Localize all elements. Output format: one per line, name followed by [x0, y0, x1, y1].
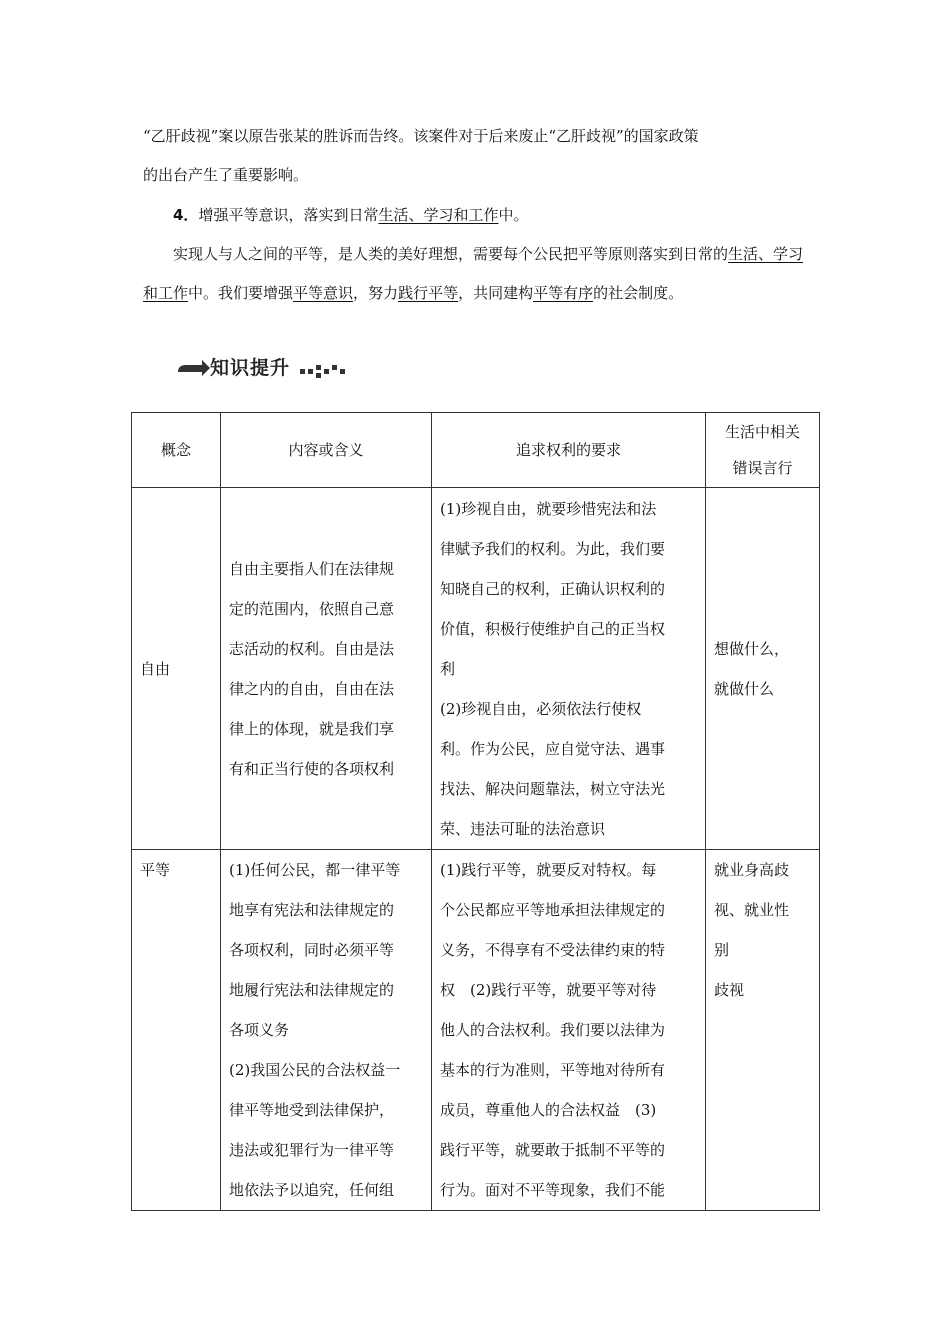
knowledge-table — [131, 412, 820, 1211]
point-number: 4． — [173, 206, 199, 224]
cell-concept: 自由 — [132, 488, 221, 850]
para-underline: 平等有序 — [533, 284, 594, 302]
point-text: 增强平等意识，落实到日常 — [198, 206, 379, 224]
para-text: ，努力 — [353, 284, 399, 302]
para-text: 中。我们要增强 — [188, 284, 294, 302]
cell-errors: 就业身高歧 视、就业性 别 歧视 — [706, 850, 820, 1211]
cell-content: (1)任何公民，都一律平等 地享有宪法和法律规定的 各项权利，同时必须平等 地履行宪法和法律规定的 各项义务 (2)我国公民的合法权益一 律平等地受到法律保护， 违法或犯罪行为一律平等 地依法予以追究，任何组 — [221, 850, 432, 1211]
para-underline: 生活、学习和工作 — [143, 245, 804, 302]
equality-paragraph — [143, 235, 808, 313]
cell-errors: 想做什么， 就做什么 — [706, 488, 820, 850]
header-requirements: 追求权利的要求 — [432, 413, 706, 488]
banner-title: 知识提升 — [210, 357, 291, 379]
para-text: 实现人与人之间的平等，是人类的美好理想，需要每个公民把平等原则落实到日常的 — [173, 245, 729, 263]
intro-paragraph — [143, 117, 808, 195]
cell-requirements: (1)珍视自由，就要珍惜宪法和法 律赋予我们的权利。为此，我们要 知晓自己的权利，正确认识权利的 价值，积极行使维护自己的正当权 利 (2)珍视自由，必须依法行使权 利。作为公民，应自觉守法、遇事 找法、解决问题靠法，树立守法光 荣、违法可耻的法治意识 — [432, 488, 706, 850]
para-text: 的社会制度。 — [593, 284, 684, 302]
knowledge-banner — [176, 352, 356, 382]
table-row — [132, 488, 820, 850]
intro-line-2: 的出台产生了重要影响。 — [143, 166, 309, 184]
header-errors: 生活中相关 错误言行 — [706, 413, 820, 488]
intro-line-1: “乙肝歧视”案以原告张某的胜诉而告终。该案件对于后来废止“乙肝歧视”的国家政策 — [143, 127, 699, 145]
para-text: ，共同建构 — [458, 284, 534, 302]
para-underline: 平等意识 — [293, 284, 354, 302]
header-concept: 概念 — [132, 413, 221, 488]
para-underline: 践行平等 — [398, 284, 459, 302]
cell-concept: 平等 — [132, 850, 221, 1211]
point-underlined: 生活、学习和工作 — [378, 206, 499, 224]
cell-content: 自由主要指人们在法律规 定的范围内，依照自己意 志活动的权利。自由是法 律之内的自由，自由在法 律上的体现，就是我们享 有和正当行使的各项权利 — [221, 488, 432, 850]
table-header-row — [132, 413, 820, 488]
cell-requirements: (1)践行平等，就要反对特权。每 个公民都应平等地承担法律规定的 义务，不得享有不受法律约束的特 权 (2)践行平等，就要平等对待 他人的合法权利。我们要以法律为 基本的行为准则，平等地对待所有 成员，尊重他人的合法权益 (3) 践行平等，就要敢于抵制不平等的 行为。面对不平等现象，我们不能 — [432, 850, 706, 1211]
table-row — [132, 850, 820, 1211]
point-text-end: 中。 — [498, 206, 529, 224]
point-4-heading — [143, 196, 808, 235]
header-content: 内容或含义 — [221, 413, 432, 488]
